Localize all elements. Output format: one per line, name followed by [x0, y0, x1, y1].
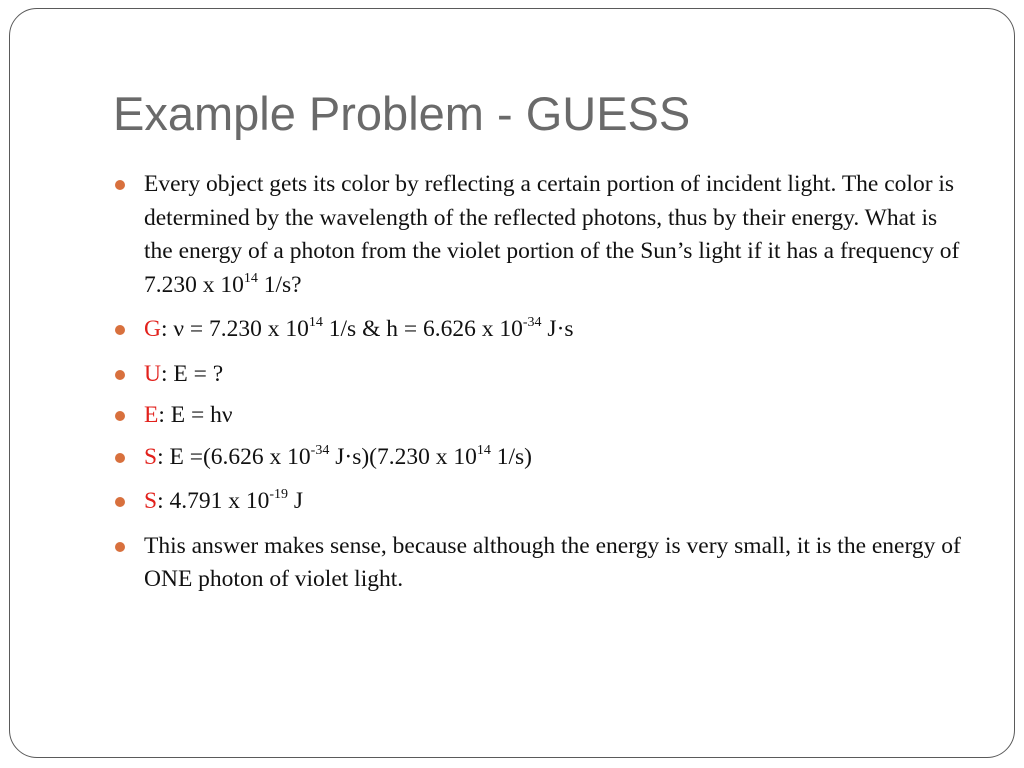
- solve-text-1: : 4.791 x 10: [157, 488, 270, 514]
- bullet-item-problem: [113, 168, 963, 305]
- bullet-dot-icon: [115, 453, 125, 463]
- given-text-1: : ν = 7.230 x 10: [160, 316, 309, 342]
- given-exponent-1: 14: [308, 315, 323, 330]
- bullet-dot-icon: [115, 411, 125, 421]
- bullet-item-unknown: [113, 358, 963, 392]
- bullet-dot-icon: [115, 542, 125, 552]
- unknown-text: : E = ?: [160, 360, 224, 387]
- bullet-dot-icon: [115, 370, 125, 380]
- substitute-exponent-2: 14: [476, 442, 491, 458]
- bullet-dot-icon: [115, 180, 125, 190]
- substitute-text-3: 1/s): [490, 443, 532, 470]
- slide-title: Example Problem - GUESS: [113, 87, 691, 140]
- solve-exponent: -19: [269, 487, 289, 502]
- bullet-item-given: [113, 313, 963, 350]
- bullet-item-conclusion: [113, 530, 963, 597]
- substitute-letter: S: [144, 443, 158, 470]
- bullet-dot-icon: [115, 325, 125, 335]
- bullet-dot-icon: [115, 497, 125, 507]
- solve-text-2: J: [288, 488, 304, 514]
- given-exponent-2: -34: [522, 315, 542, 330]
- given-text-3: J·s: [541, 316, 574, 342]
- substitute-exponent-1: -34: [310, 442, 330, 458]
- given-text-2: 1/s & h = 6.626 x 10: [322, 316, 523, 342]
- problem-text: Every object gets its color by reflecting a certain portion of incident light. The color is determined by the wavelength of the reflected photons, thus by their energy. What is the energy of a photon from the violet portion of the Sun’s light if it has a frequency of 7.230 x 10: [144, 171, 960, 298]
- conclusion-text: This answer makes sense, because although the energy is very small, it is the energy of ONE photon of violet light.: [144, 532, 961, 592]
- unknown-letter: U: [144, 360, 161, 387]
- given-letter: G: [144, 316, 161, 342]
- problem-exponent: 14: [243, 270, 258, 286]
- bullet-list: [113, 168, 963, 605]
- bullet-item-equation: [113, 399, 963, 433]
- problem-text-end: 1/s?: [257, 271, 302, 298]
- substitute-text-2: J·s)(7.230 x 10: [329, 443, 477, 470]
- equation-letter: E: [144, 402, 159, 428]
- bullet-item-solve: [113, 485, 963, 522]
- substitute-text-1: : E =(6.626 x 10: [157, 443, 311, 470]
- bullet-item-substitute: [113, 441, 963, 478]
- equation-text: : E = hν: [158, 402, 233, 428]
- solve-letter: S: [144, 488, 158, 514]
